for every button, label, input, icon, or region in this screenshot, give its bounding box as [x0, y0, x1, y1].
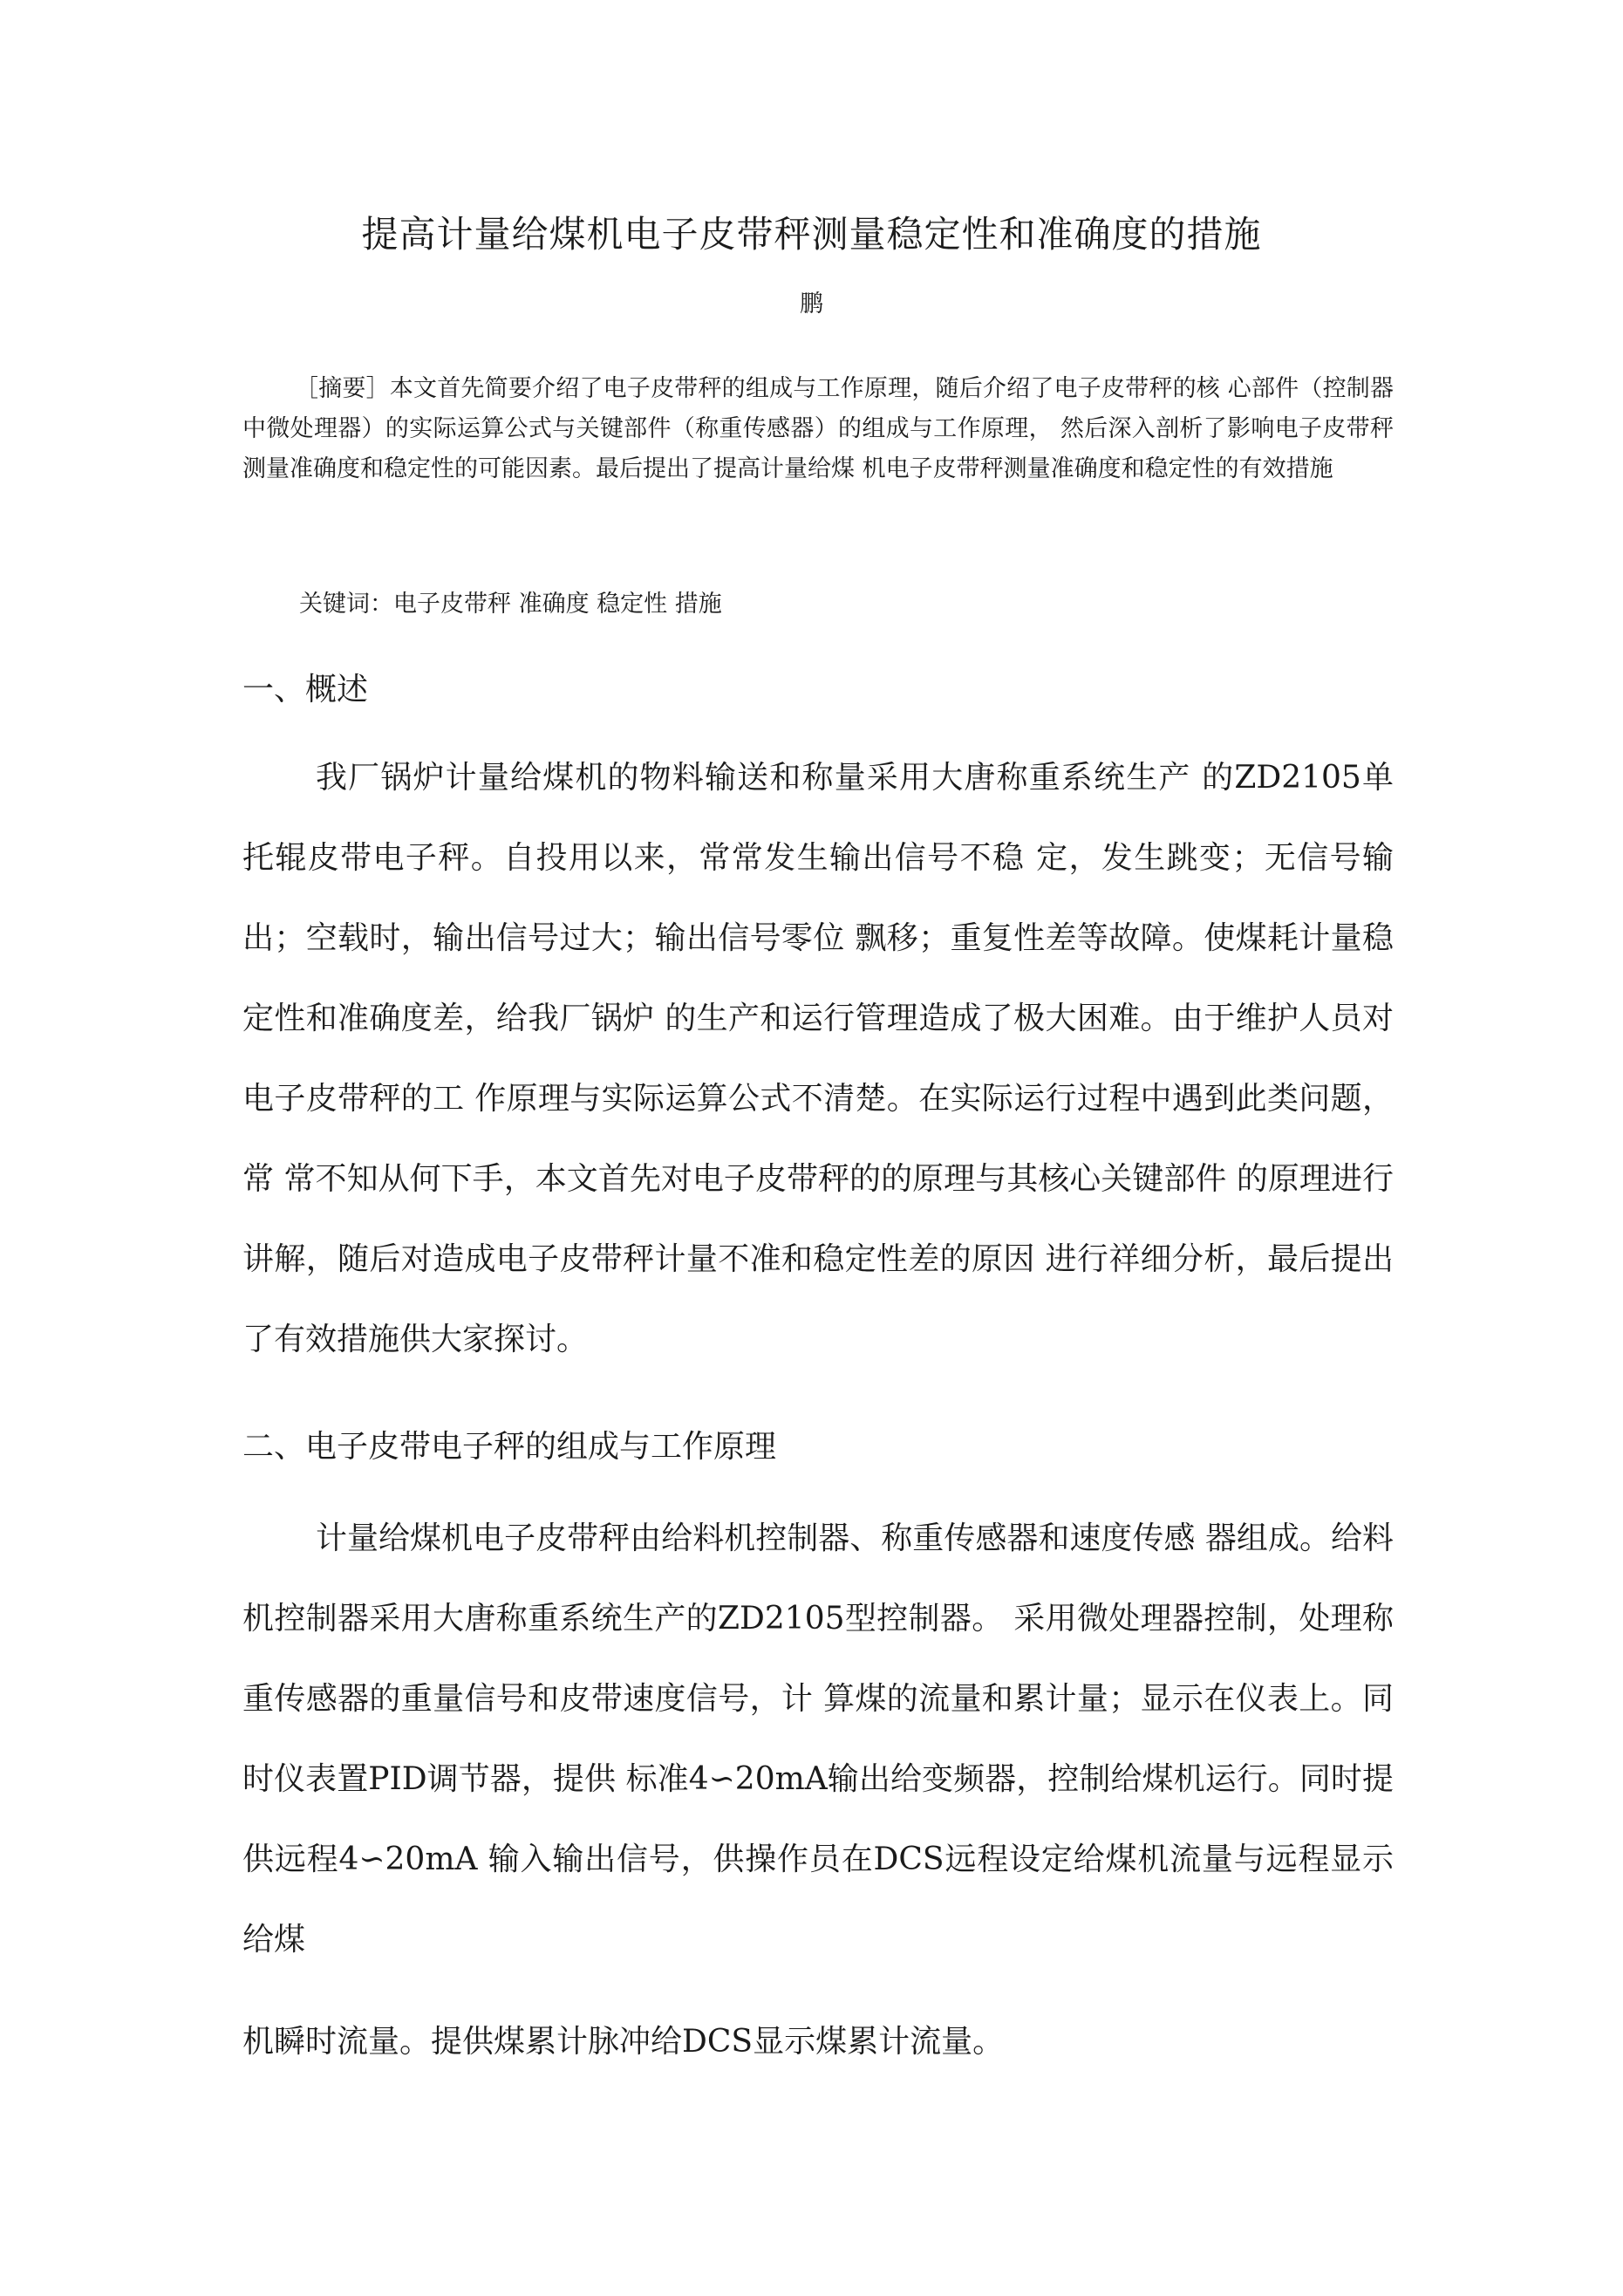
section-heading-principle: 二、电子皮带电子秤的组成与工作原理: [242, 1429, 777, 1465]
abstract-paragraph: ［摘要］本文首先简要介绍了电子皮带秤的组成与工作原理，随后介绍了电子皮带秤的核 心部件（控制器中微处理器）的实际运算公式与关键部件（称重传感器）的组成与工作原理， 然后深入剖析了影响电子皮带秤测量准确度和稳定性的可能因素。最后提出了提高计量给煤 机电子皮带秤测量准确度和稳定性的有效措施: [242, 375, 1394, 482]
document-title: 提高计量给煤机电子皮带秤测量稳定性和准确度的措施: [361, 213, 1262, 256]
overview-paragraph: 我厂锅炉计量给煤机的物料输送和称量采用大唐称重系统生产 的ZD2105单托辊皮带电子秤。自投用以来，常常发生输出信号不稳 定，发生跳变；无信号输出；空载时，输出信号过大；输出信号零位 飘移；重复性差等故障。使煤耗计量稳定性和准确度差，给我厂锅炉 的生产和运行管理造成了极大困难。由于维护人员对电子皮带秤的工 作原理与实际运算公式不清楚。在实际运行过程中遇到此类问题，常 常不知从何下手，本文首先对电子皮带秤的的原理与其核心关键部件 的原理进行讲解，随后对造成电子皮带秤计量不准和稳定性差的原因 进行祥细分析，最后提出了有效措施供大家探讨。: [242, 760, 1394, 1357]
section-heading-overview: 一、概述: [242, 672, 369, 707]
keywords-line: 关键词：电子皮带秤 准确度 稳定性 措施: [299, 591, 722, 618]
author-name: 鹏: [800, 290, 823, 318]
principle-paragraph: 计量给煤机电子皮带秤由给料机控制器、称重传感器和速度传感 器组成。给料机控制器采用大唐称重系统生产的ZD2105型控制器。 采用微处理器控制，处理称重传感器的重量信号和皮带速度信号，计 算煤的流量和累计量；显示在仪表上。同时仪表置PID调节器，提供 标准4∽20mA输出给变频器，控制给煤机运行。同时提供远程4∽20mA 输入输出信号，供操作员在DCS远程设定给煤机流量与远程显示给煤: [242, 1520, 1394, 1958]
principle-paragraph-tail: 机瞬时流量。提供煤累计脉冲给DCS显示煤累计流量。: [242, 2024, 1005, 2060]
